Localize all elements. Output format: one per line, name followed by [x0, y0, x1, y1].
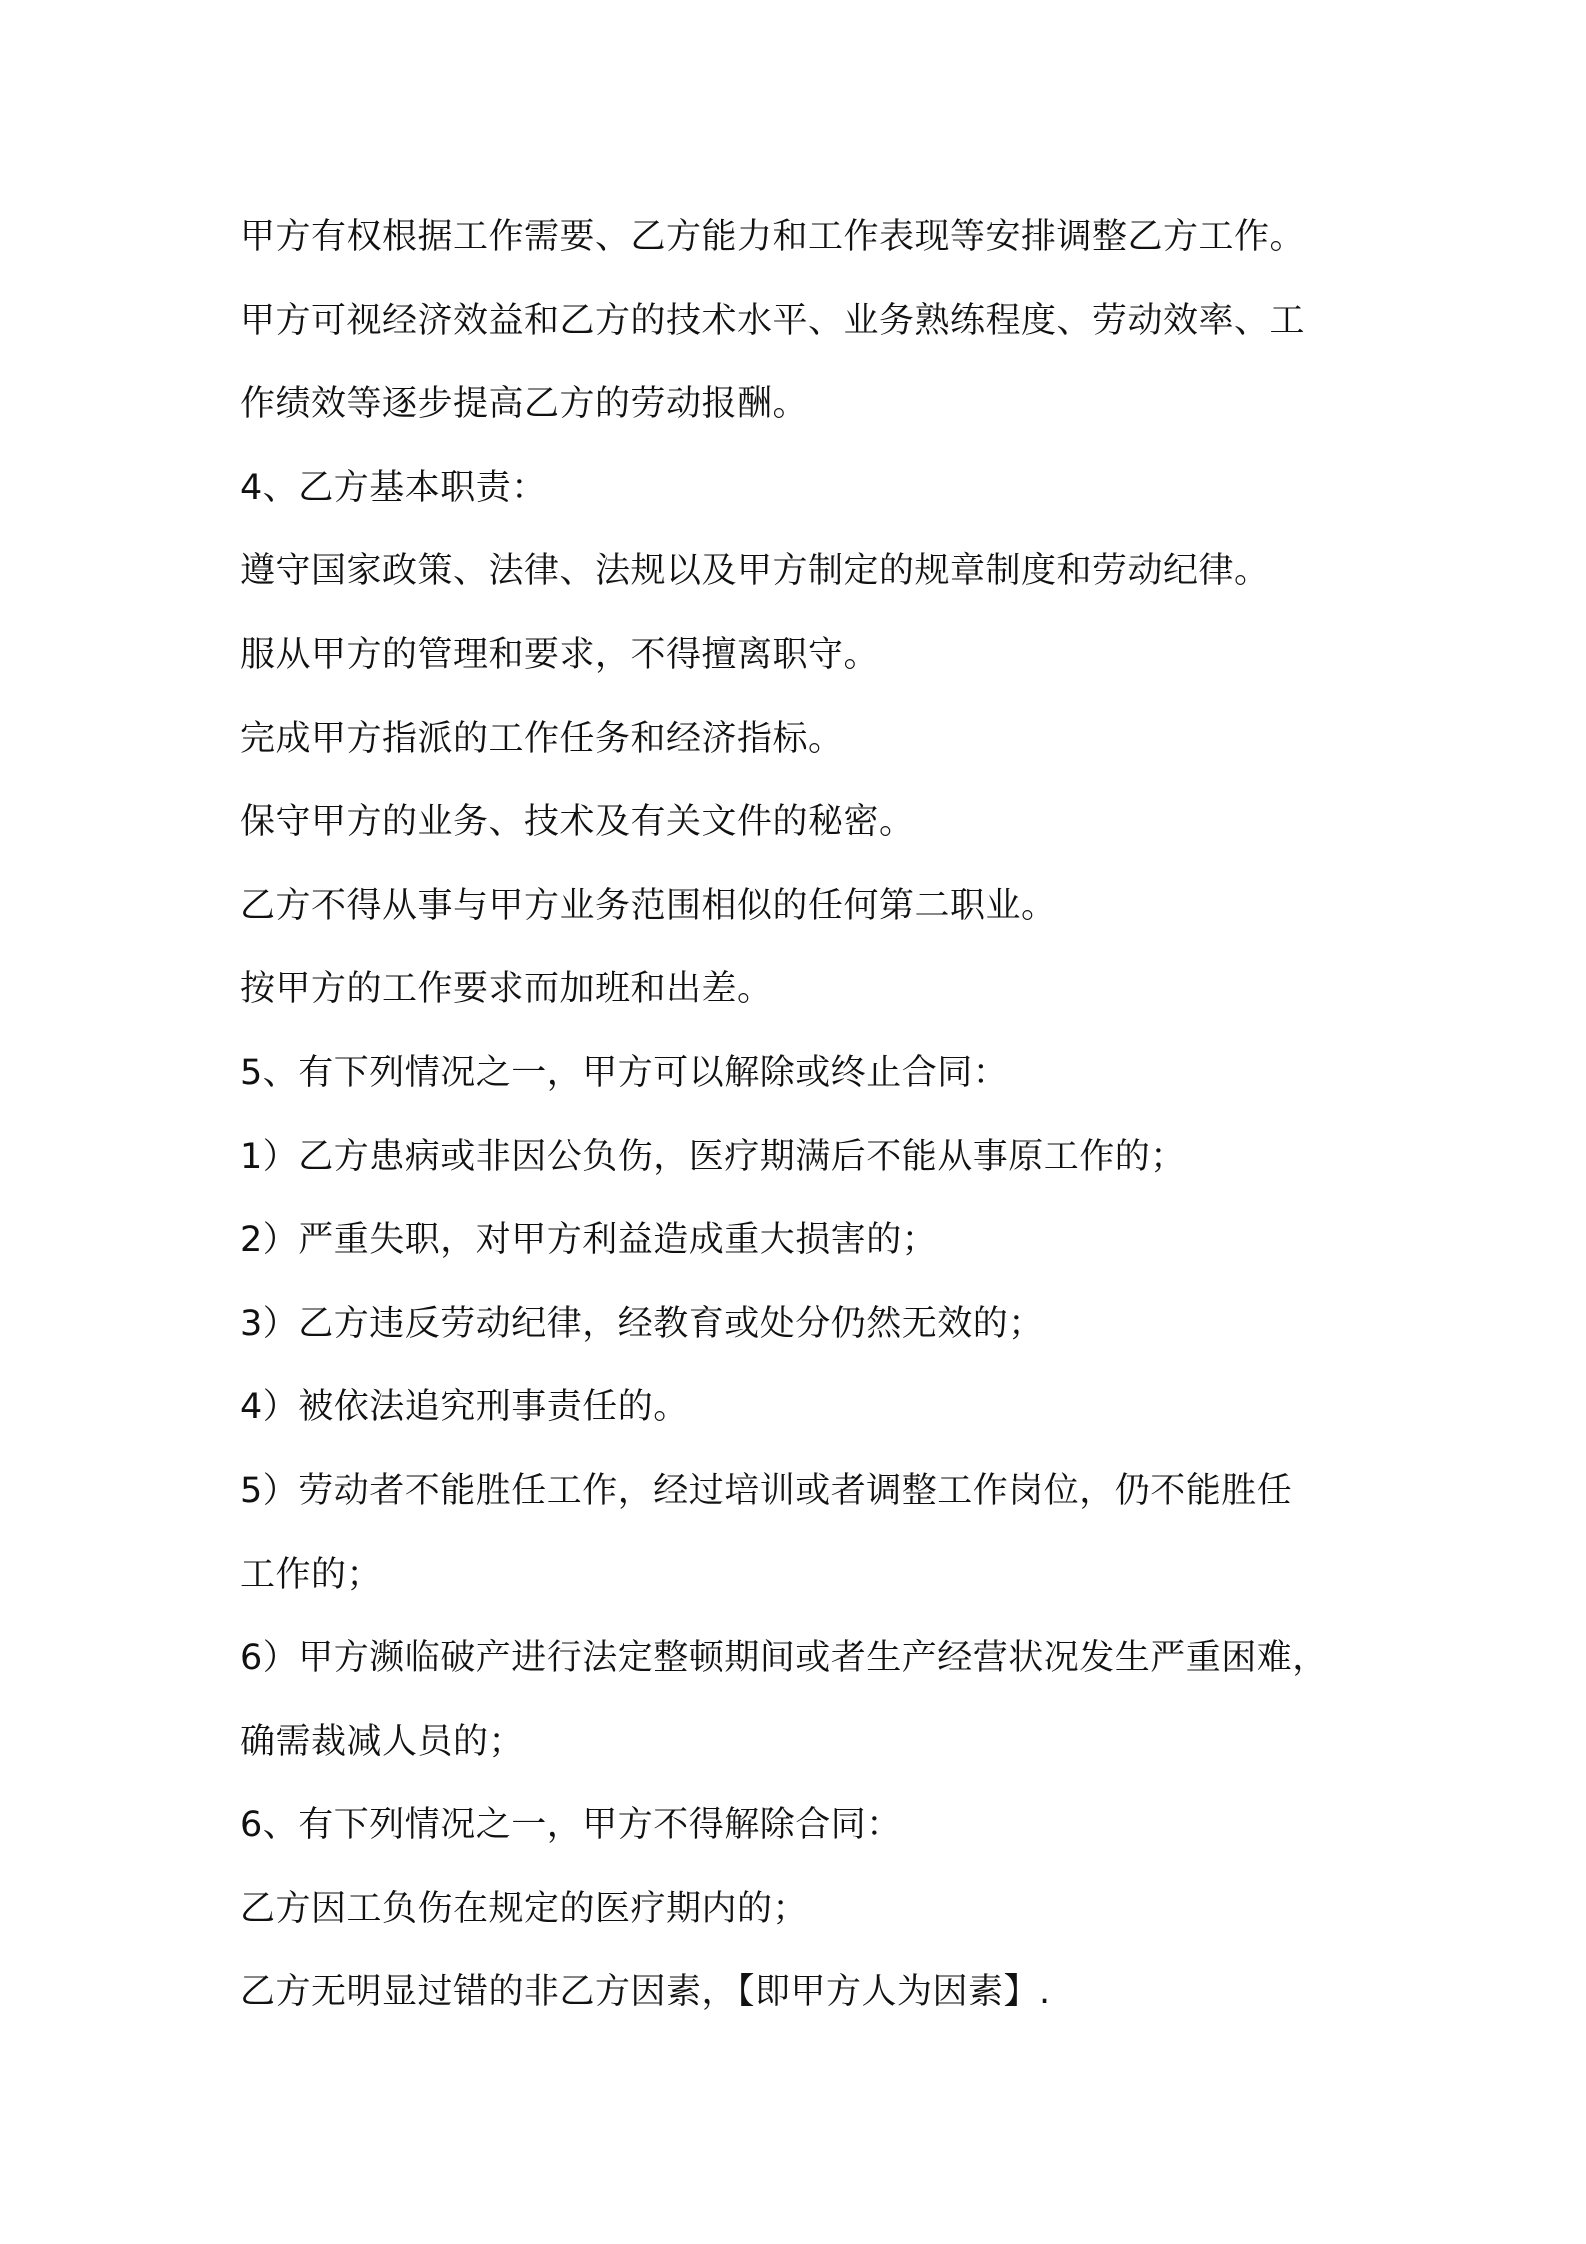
list-item: 乙方因工负伤在规定的医疗期内的；: [240, 1888, 809, 1929]
document-body: [240, 196, 1370, 2035]
list-item: 3）乙方违反劳动纪律，经教育或处分仍然无效的；: [240, 1303, 1044, 1344]
list-item: 6）甲方濒临破产进行法定整顿期间或者生产经营状况发生严重困难，: [240, 1638, 1328, 1679]
list-item: 5）劳动者不能胜任工作，经过培训或者调整工作岗位，仍不能胜任: [240, 1470, 1293, 1511]
list-item: 1）乙方患病或非因公负伤，医疗期满后不能从事原工作的；: [240, 1136, 1186, 1177]
list-item: 服从甲方的管理和要求，不得擅离职守。: [240, 634, 880, 675]
list-item: 乙方不得从事与甲方业务范围相似的任何第二职业。: [240, 885, 1057, 926]
list-item: 2）严重失职，对甲方利益造成重大损害的；: [240, 1220, 938, 1261]
text-line: 作绩效等逐步提高乙方的劳动报酬。: [240, 384, 809, 425]
text-line: 甲方有权根据工作需要、乙方能力和工作表现等安排调整乙方工作。: [240, 217, 1306, 257]
list-item: 按甲方的工作要求而加班和出差。: [240, 969, 773, 1010]
section-heading: 5、有下列情况之一，甲方可以解除或终止合同：: [240, 1052, 1009, 1093]
list-item-continuation: 确需裁减人员的；: [240, 1721, 525, 1762]
section-heading: 6、有下列情况之一，甲方不得解除合同：: [240, 1805, 902, 1846]
list-item: 遵守国家政策、法律、法规以及甲方制定的规章制度和劳动纪律。: [240, 551, 1270, 592]
text-line: 甲方可视经济效益和乙方的技术水平、业务熟练程度、劳动效率、工: [240, 300, 1306, 341]
list-item: 乙方无明显过错的非乙方因素，【即甲方人为因素】.: [240, 1972, 1051, 2013]
list-item: 4）被依法追究刑事责任的。: [240, 1387, 689, 1428]
section-heading: 4、乙方基本职责：: [240, 467, 547, 508]
list-item: 保守甲方的业务、技术及有关文件的秘密。: [240, 802, 915, 843]
list-item-continuation: 工作的；: [240, 1554, 383, 1595]
list-item: 完成甲方指派的工作任务和经济指标。: [240, 718, 844, 759]
